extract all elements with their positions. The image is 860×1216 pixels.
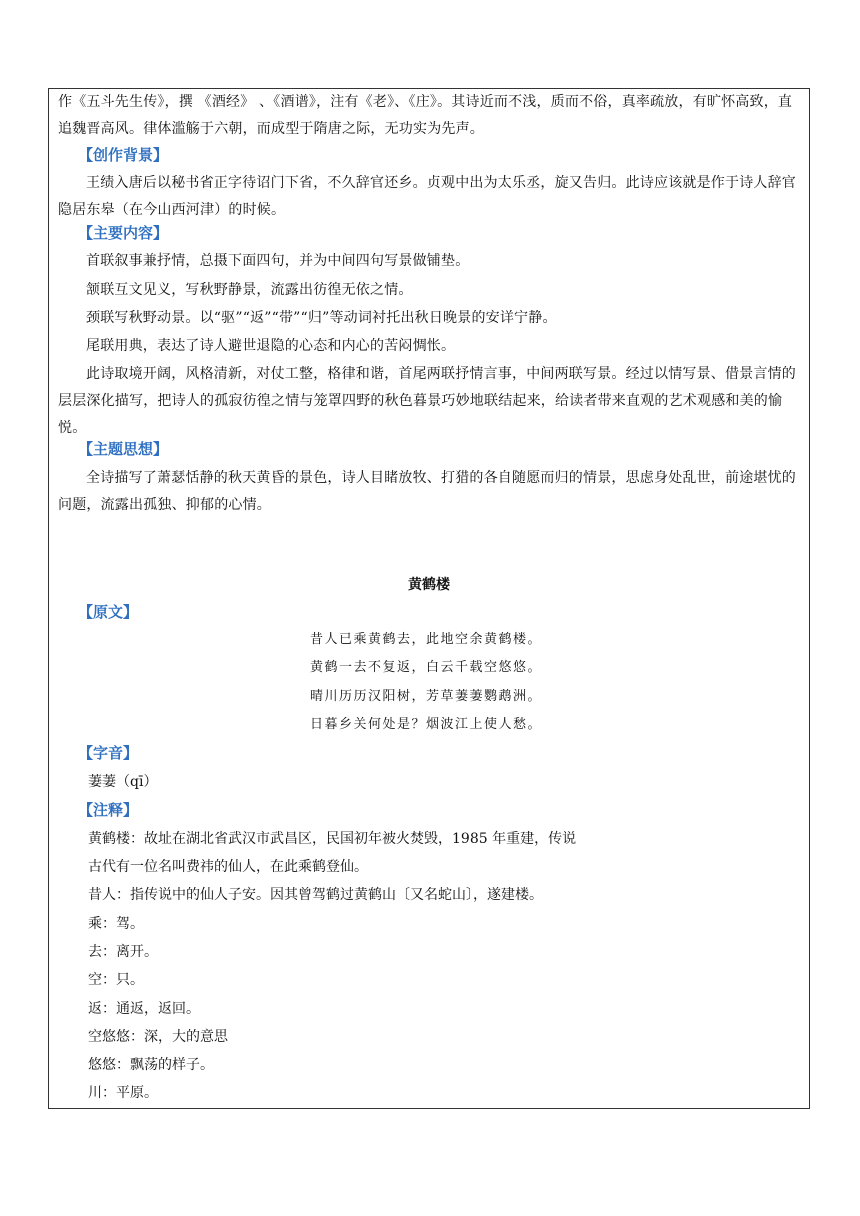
note-item: 空悠悠：深，大的意思	[88, 1029, 228, 1045]
main-content-p4: 尾联用典，表达了诗人避世退隐的心态和内心的苦闷惆怅。	[86, 338, 456, 354]
notes-heading: 【注释】	[78, 801, 139, 819]
pronunciation-heading: 【字音】	[78, 744, 139, 762]
note-item: 悠悠：飘荡的样子。	[88, 1057, 214, 1073]
main-content-p3: 颈联写秋野动景。以“驱”“返”“带”“归”等动词衬托出秋日晚景的安详宁静。	[86, 310, 557, 326]
intro-continuation: 作《五斗先生传》，撰 《酒经》 、《酒谱》，注有《老》、《庄》。其诗近而不浅，质而不俗，真率疏放，有旷怀高致，直追魏晋高风。律体滥觞于六朝，而成型于隋唐之际，无功实为先声。	[58, 94, 793, 137]
pronunciation-text: 萋萋（qī）	[88, 774, 158, 790]
poem-title: 黄鹤楼	[408, 577, 450, 593]
main-content-heading: 【主要内容】	[78, 224, 169, 242]
note-item: 去：离开。	[88, 944, 158, 960]
note-item: 返：通返，返回。	[88, 1001, 200, 1017]
theme-text: 全诗描写了萧瑟恬静的秋天黄昏的景色，诗人目睹放牧、打猎的各自随愿而归的情景，思虑身处乱世，前途堪忧的问题，流露出孤独、抑郁的心情。	[58, 470, 796, 513]
poem-line-3: 晴川历历汉阳树，芳草萋萋鹦鹉洲。	[310, 689, 543, 704]
note-item: 空：只。	[88, 972, 144, 988]
note-item: 川：平原。	[88, 1085, 158, 1101]
main-content-p1: 首联叙事兼抒情，总摄下面四句，并为中间四句写景做铺垫。	[86, 253, 470, 269]
background-heading: 【创作背景】	[78, 146, 169, 164]
poem-line-1: 昔人已乘黄鹤去，此地空余黄鹤楼。	[310, 632, 543, 647]
main-content-p2: 颔联互文见义，写秋野静景，流露出彷徨无依之情。	[86, 282, 413, 298]
poem-line-2: 黄鹤一去不复返，白云千载空悠悠。	[310, 660, 543, 675]
original-heading: 【原文】	[78, 603, 139, 621]
poem-line-4: 日暮乡关何处是？烟波江上使人愁。	[310, 717, 543, 732]
theme-heading: 【主题思想】	[78, 440, 169, 458]
note-item: 黄鹤楼：故址在湖北省武汉市武昌区，民国初年被火焚毁，1985 年重建，传说	[88, 831, 577, 847]
note-item: 昔人：指传说中的仙人子安。因其曾驾鹤过黄鹤山〔又名蛇山〕，遂建楼。	[88, 887, 543, 903]
background-text: 王绩入唐后以秘书省正字待诏门下省，不久辞官还乡。贞观中出为太乐丞，旋又告归。此诗应该就是作于诗人辞官隐居东皋（在今山西河津）的时候。	[58, 175, 796, 218]
note-item: 古代有一位名叫费祎的仙人，在此乘鹤登仙。	[88, 859, 368, 875]
note-item: 乘：驾。	[88, 916, 144, 932]
main-content-p5: 此诗取境开阔，风格清新，对仗工整，格律和谐，首尾两联抒情言事，中间两联写景。经过以情写景、借景言情的层层深化描写，把诗人的孤寂彷徨之情与笼罩四野的秋色暮景巧妙地联结起来，给读者带来直观的艺术观感和美的愉悦。	[58, 366, 796, 436]
